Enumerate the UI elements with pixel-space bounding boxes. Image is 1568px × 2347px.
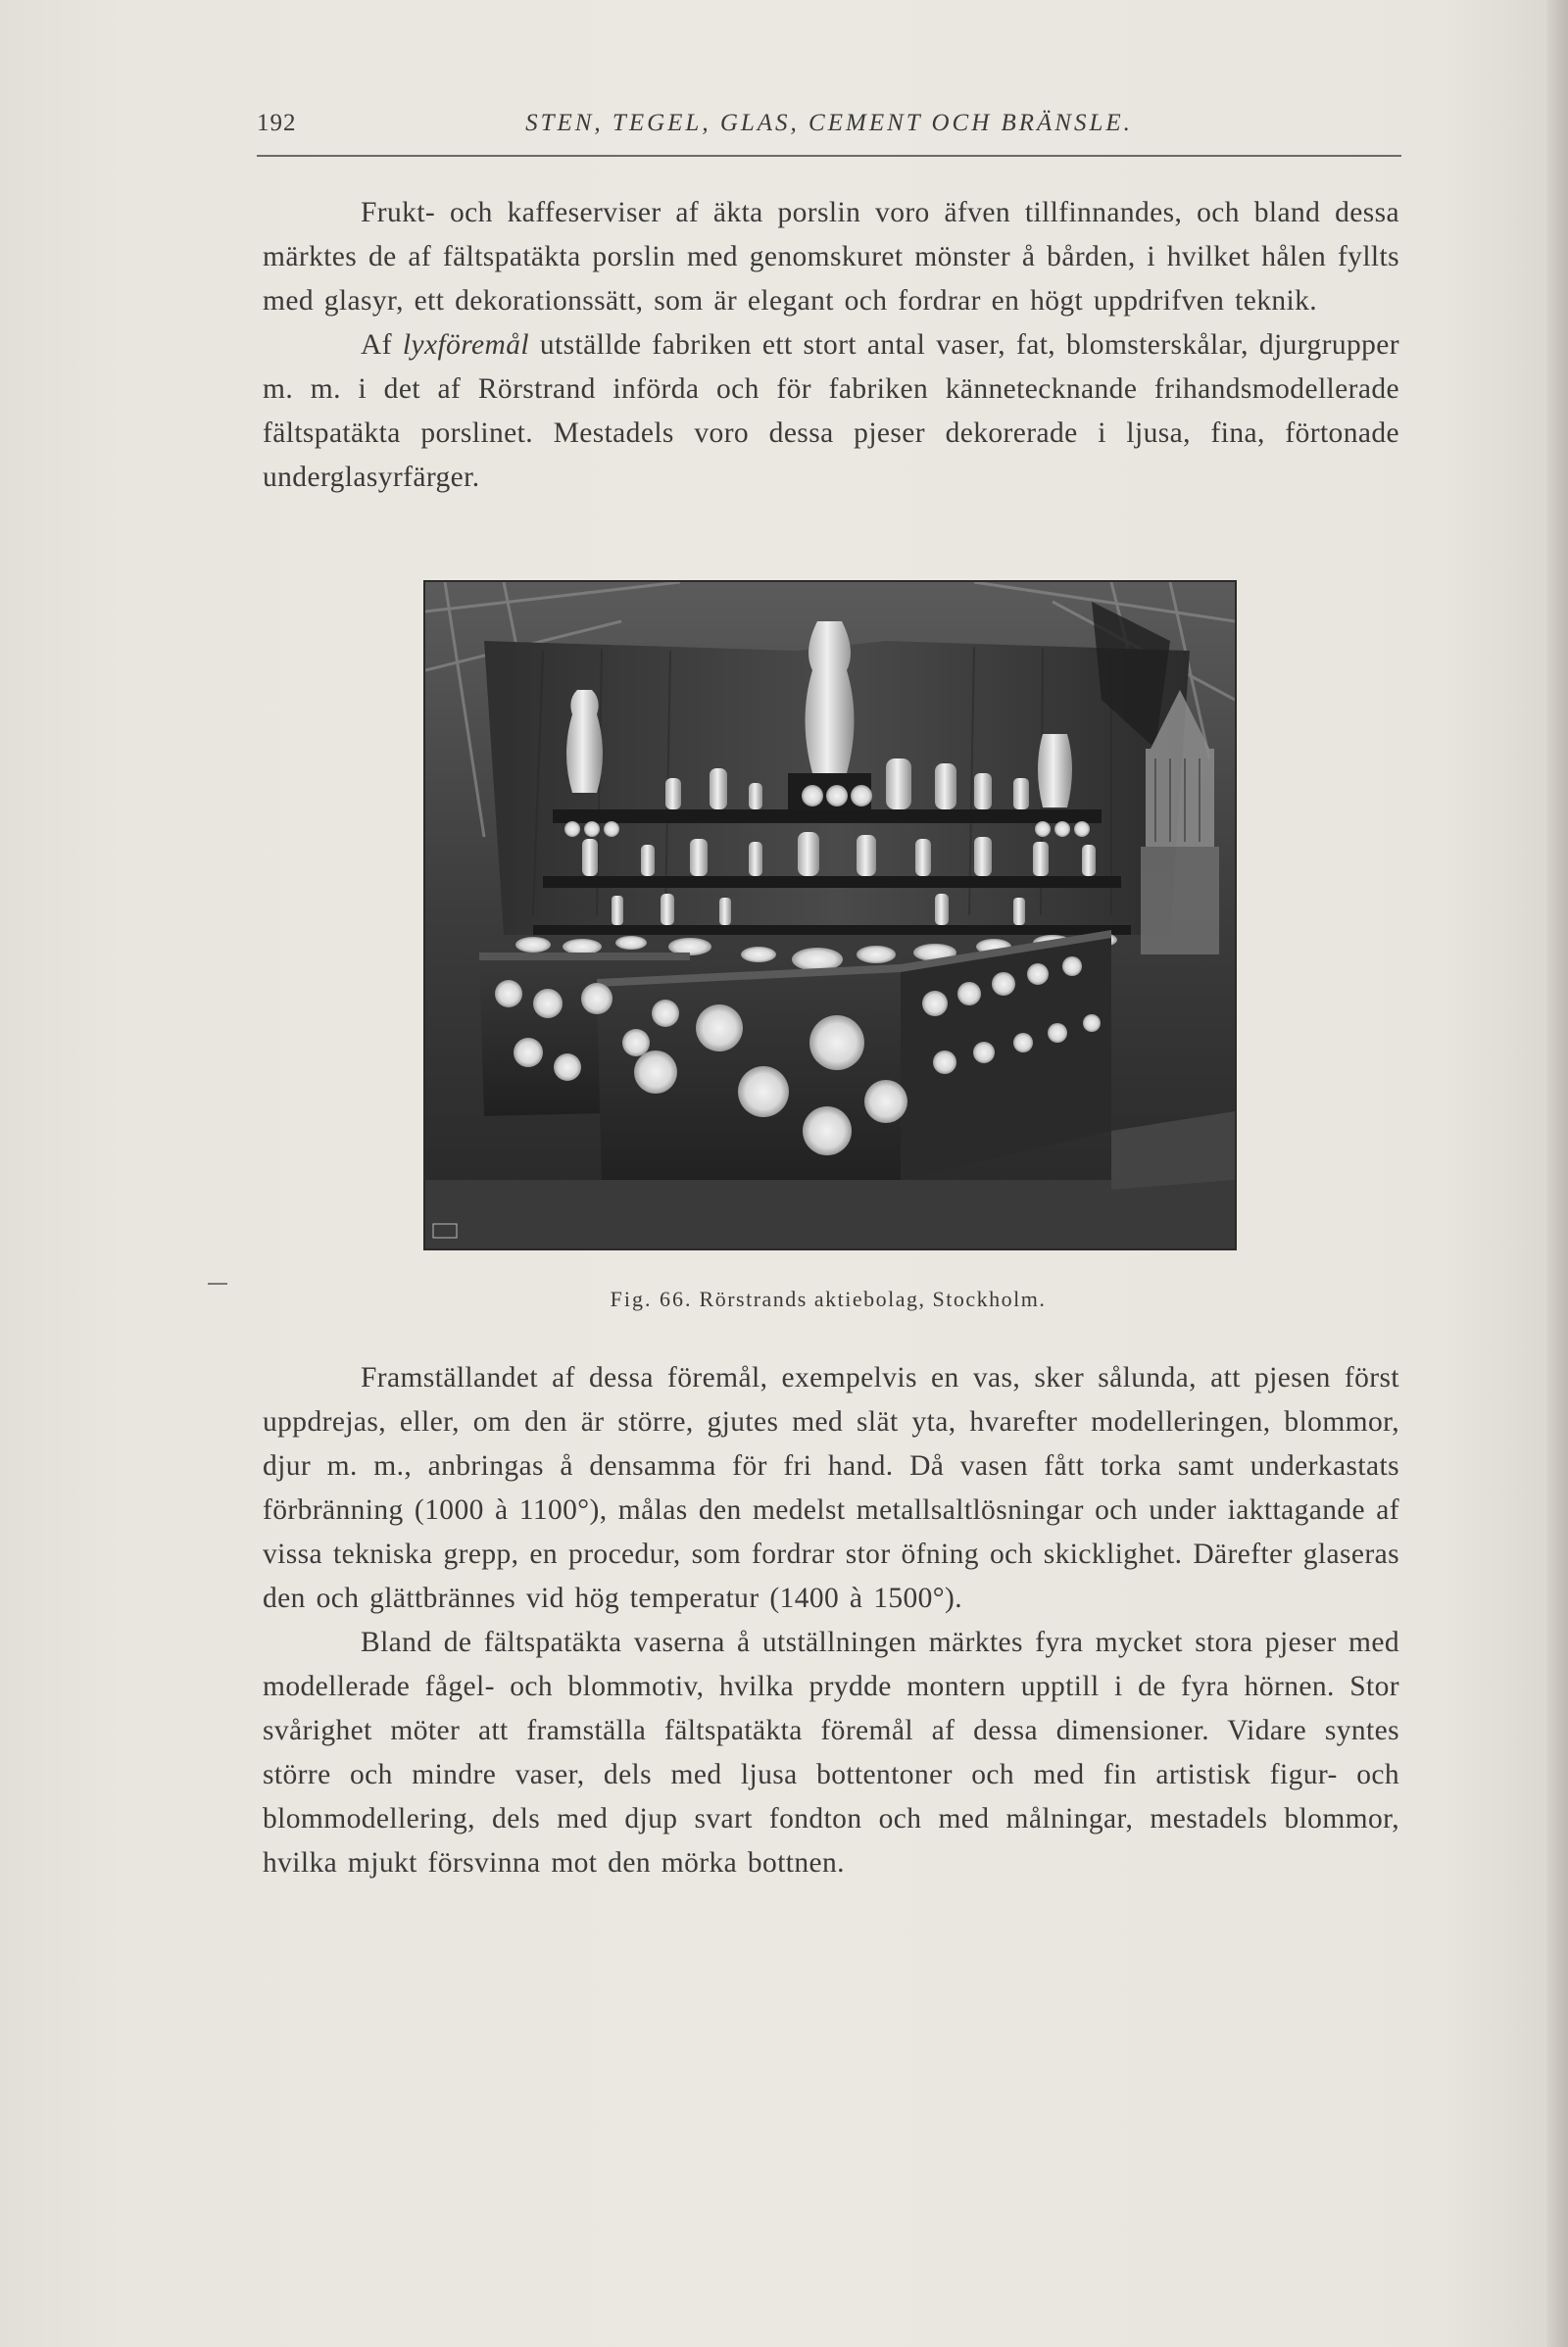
paragraph-4: Bland de fältspatäkta vaserna å utställningen märktes fyra mycket stora pjeser med modellerade fågel- och blommotiv, hvilka prydde montern upptill i de fyra hörnen. Stor svårighet möter att framställa fältspatäkta föremål af dessa dimensioner. Vidare syntes större och mindre vaser, dels med ljusa bottentoner och med fin artistisk figur- och blommodellering, dels med djup svart fondton och med målningar, mestadels blommor, hvilka mjukt försvinna mot den mörka bottnen. bbox=[263, 1627, 1399, 1879]
page-number: 192 bbox=[257, 110, 297, 136]
text-block-bottom bbox=[263, 1356, 1399, 1885]
figure-caption bbox=[423, 1287, 1233, 1312]
figure-label: Fig. 66. bbox=[610, 1287, 693, 1311]
paragraph-1: Frukt- och kaffeserviser af äkta porslin voro äfven tillfinnandes, och bland dessa märktes de af fältspatäkta porslin med genomskuret mönster å bården, i hvilket hålen fyllts med glasyr, ett dekorationssätt, som är elegant och fordrar en högt uppdrifven teknik. bbox=[263, 197, 1399, 317]
paragraph-3: Framställandet af dessa föremål, exempelvis en vas, sker sålunda, att pjesen först uppdrejas, eller, om den är större, gjutes med slät yta, hvarefter modelleringen, blommor, djur m. m., anbringas å densamma för fri hand. Då vasen fått torka samt underkastats förbränning (1000 à 1100°), målas den medelst metallsaltlösningar och under iakttagande af vissa tekniska grepp, en procedur, som fordrar stor öfning och skicklighet. Därefter glaseras den och glättbrännes vid hög temperatur (1400 à 1500°). bbox=[263, 1362, 1399, 1614]
paragraph-2-start: Af bbox=[361, 329, 403, 361]
running-title: STEN, TEGEL, GLAS, CEMENT OCH BRÄNSLE. bbox=[525, 110, 1133, 136]
right-large-vase bbox=[1038, 734, 1072, 807]
paragraph-2-rest: utställde fabriken ett stort antal vaser, fat, blomsterskålar, djurgrupper m. m. i det af Rörstrand införda och för fabriken kännetecknande frihandsmodellerade fältspatäkta porslinet. Mestadels voro dessa pjeser dekorerade i ljusa, fina, förtonade underglasyrfärger. bbox=[263, 329, 1399, 493]
page-edge-shadow bbox=[1546, 0, 1568, 2347]
figure-caption-text: Rörstrands aktiebolag, Stockholm. bbox=[699, 1287, 1047, 1311]
left-large-vase bbox=[566, 690, 603, 793]
central-large-vase bbox=[806, 621, 855, 773]
paragraph-2 bbox=[263, 323, 1399, 500]
exhibition-photograph bbox=[423, 580, 1237, 1250]
margin-mark bbox=[208, 1283, 227, 1285]
header-rule bbox=[257, 155, 1401, 157]
porcelain-display-photo bbox=[425, 582, 1235, 1248]
exhibition-floor bbox=[425, 1180, 1235, 1248]
paragraph-2-emphasis: lyxföremål bbox=[402, 329, 529, 361]
text-block-top bbox=[263, 191, 1399, 500]
page-header bbox=[257, 110, 1401, 153]
